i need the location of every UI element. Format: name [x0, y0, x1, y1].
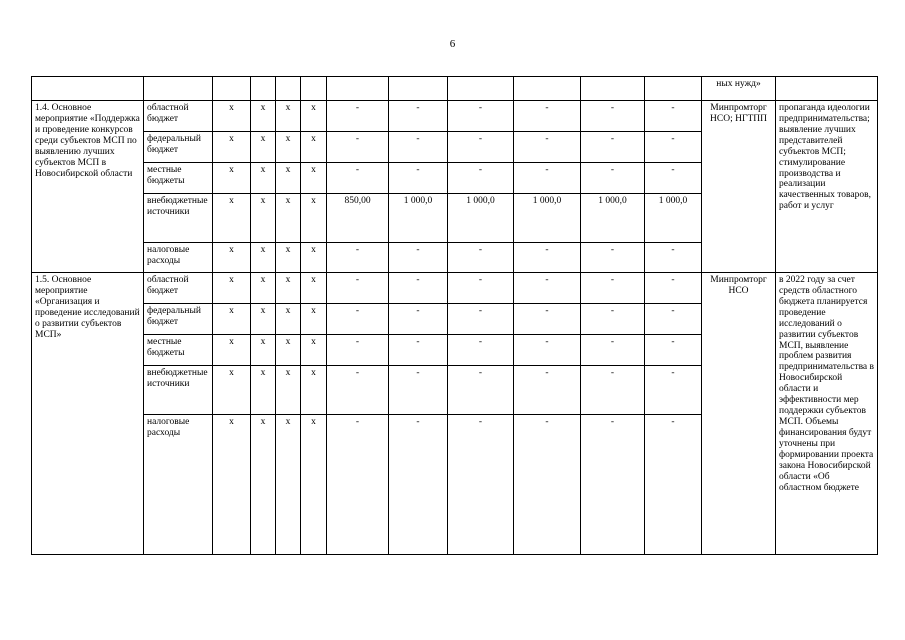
x-mark: x [213, 194, 251, 243]
amount-cell: - [514, 243, 581, 273]
amount-cell: - [581, 415, 645, 555]
amount-cell: - [581, 335, 645, 366]
x-mark: x [301, 304, 327, 335]
funding-source: внебюджетные источники [144, 366, 213, 415]
funding-source: федеральный бюджет [144, 132, 213, 163]
amount-cell: - [645, 243, 702, 273]
funding-source: областной бюджет [144, 273, 213, 304]
table-row [32, 273, 878, 304]
amount-cell: - [514, 415, 581, 555]
x-mark: x [213, 243, 251, 273]
amount-cell: - [389, 163, 448, 194]
amount-cell: 1 000,0 [514, 194, 581, 243]
x-mark: x [251, 415, 276, 555]
amount-cell: - [448, 335, 514, 366]
amount-cell: - [448, 366, 514, 415]
empty-cell [32, 77, 144, 101]
amount-cell: - [327, 101, 389, 132]
amount-cell: 1 000,0 [389, 194, 448, 243]
amount-cell: - [327, 273, 389, 304]
x-mark: x [301, 366, 327, 415]
measure-title: 1.4. Основное мероприятие «Поддержка и проведение конкурсов среди субъектов МСП по выявлению лучших субъектов МСП в Новосибирской области [32, 101, 144, 273]
x-mark: x [213, 304, 251, 335]
amount-cell: - [327, 366, 389, 415]
funding-source: областной бюджет [144, 101, 213, 132]
amount-cell: - [327, 415, 389, 555]
x-mark: x [251, 335, 276, 366]
x-mark: x [301, 273, 327, 304]
x-mark: x [276, 101, 301, 132]
empty-cell [276, 77, 301, 101]
funding-source: местные бюджеты [144, 335, 213, 366]
empty-cell [514, 77, 581, 101]
page-number: 6 [449, 38, 456, 50]
amount-cell: - [514, 366, 581, 415]
result-cell: пропаганда идеологии предпринимательства; выявление лучших представителей субъектов МСП; стимулирование производства и реализации качественных товаров, работ и услуг [776, 101, 878, 273]
x-mark: x [213, 132, 251, 163]
x-mark: x [276, 366, 301, 415]
x-mark: x [301, 194, 327, 243]
x-mark: x [276, 243, 301, 273]
amount-cell: - [581, 101, 645, 132]
amount-cell: - [327, 132, 389, 163]
amount-cell: - [645, 101, 702, 132]
x-mark: x [213, 163, 251, 194]
amount-cell: - [581, 243, 645, 273]
amount-cell: - [514, 304, 581, 335]
amount-cell: - [581, 366, 645, 415]
executor-cell: ных нужд» [702, 77, 776, 101]
amount-cell: - [645, 304, 702, 335]
amount-cell: - [581, 304, 645, 335]
x-mark: x [276, 163, 301, 194]
amount-cell: - [581, 163, 645, 194]
amount-cell: - [581, 273, 645, 304]
empty-cell [144, 77, 213, 101]
x-mark: x [251, 304, 276, 335]
x-mark: x [276, 304, 301, 335]
x-mark: x [301, 335, 327, 366]
funding-source: внебюджетные источники [144, 194, 213, 243]
x-mark: x [276, 415, 301, 555]
amount-cell: - [389, 273, 448, 304]
amount-cell: 1 000,0 [448, 194, 514, 243]
executor-cell: Минпромторг НСО; НГТПП [702, 101, 776, 273]
measure-title: 1.5. Основное мероприятие «Организация и проведение исследований о развитии субъектов МСП» [32, 273, 144, 555]
program-table [31, 76, 878, 555]
amount-cell: - [389, 304, 448, 335]
amount-cell: - [448, 273, 514, 304]
x-mark: x [276, 273, 301, 304]
amount-cell: - [645, 415, 702, 555]
x-mark: x [251, 163, 276, 194]
amount-cell: - [645, 163, 702, 194]
amount-cell: - [514, 273, 581, 304]
amount-cell: - [389, 366, 448, 415]
amount-cell: - [645, 366, 702, 415]
funding-source: местные бюджеты [144, 163, 213, 194]
amount-cell: - [514, 101, 581, 132]
empty-cell [581, 77, 645, 101]
x-mark: x [301, 163, 327, 194]
empty-cell [301, 77, 327, 101]
x-mark: x [213, 415, 251, 555]
amount-cell: - [448, 415, 514, 555]
x-mark: x [213, 335, 251, 366]
table-row [32, 77, 878, 101]
x-mark: x [301, 132, 327, 163]
amount-cell: - [448, 243, 514, 273]
x-mark: x [251, 101, 276, 132]
funding-source: налоговые расходы [144, 243, 213, 273]
amount-cell: - [581, 132, 645, 163]
x-mark: x [301, 415, 327, 555]
amount-cell: 850,00 [327, 194, 389, 243]
result-cell [776, 77, 878, 101]
empty-cell [251, 77, 276, 101]
x-mark: x [276, 194, 301, 243]
x-mark: x [213, 366, 251, 415]
funding-source: налоговые расходы [144, 415, 213, 555]
x-mark: x [213, 273, 251, 304]
amount-cell: 1 000,0 [581, 194, 645, 243]
empty-cell [327, 77, 389, 101]
amount-cell: 1 000,0 [645, 194, 702, 243]
amount-cell: - [645, 335, 702, 366]
table-row [32, 101, 878, 132]
amount-cell: - [327, 304, 389, 335]
amount-cell: - [389, 243, 448, 273]
amount-cell: - [514, 163, 581, 194]
x-mark: x [276, 132, 301, 163]
x-mark: x [251, 132, 276, 163]
amount-cell: - [514, 335, 581, 366]
amount-cell: - [389, 101, 448, 132]
x-mark: x [251, 243, 276, 273]
amount-cell: - [514, 132, 581, 163]
x-mark: x [276, 335, 301, 366]
amount-cell: - [645, 273, 702, 304]
amount-cell: - [389, 335, 448, 366]
amount-cell: - [389, 132, 448, 163]
x-mark: x [301, 101, 327, 132]
x-mark: x [251, 366, 276, 415]
amount-cell: - [327, 243, 389, 273]
amount-cell: - [448, 132, 514, 163]
amount-cell: - [448, 163, 514, 194]
funding-source: федеральный бюджет [144, 304, 213, 335]
empty-cell [213, 77, 251, 101]
amount-cell: - [645, 132, 702, 163]
empty-cell [448, 77, 514, 101]
empty-cell [389, 77, 448, 101]
amount-cell: - [389, 415, 448, 555]
executor-cell: Минпромторг НСО [702, 273, 776, 555]
x-mark: x [251, 194, 276, 243]
x-mark: x [251, 273, 276, 304]
result-cell: в 2022 году за счет средств областного бюджета планируется проведение исследований о развитии субъектов МСП, выявление проблем развития предпринимательства в Новосибирской области и эффективности мер поддержки субъектов МСП. Объемы финансирования будут уточнены при формировании проекта закона Новосибирской области «Об областном бюджете [776, 273, 878, 555]
x-mark: x [213, 101, 251, 132]
x-mark: x [301, 243, 327, 273]
amount-cell: - [448, 101, 514, 132]
amount-cell: - [448, 304, 514, 335]
amount-cell: - [327, 163, 389, 194]
empty-cell [645, 77, 702, 101]
amount-cell: - [327, 335, 389, 366]
